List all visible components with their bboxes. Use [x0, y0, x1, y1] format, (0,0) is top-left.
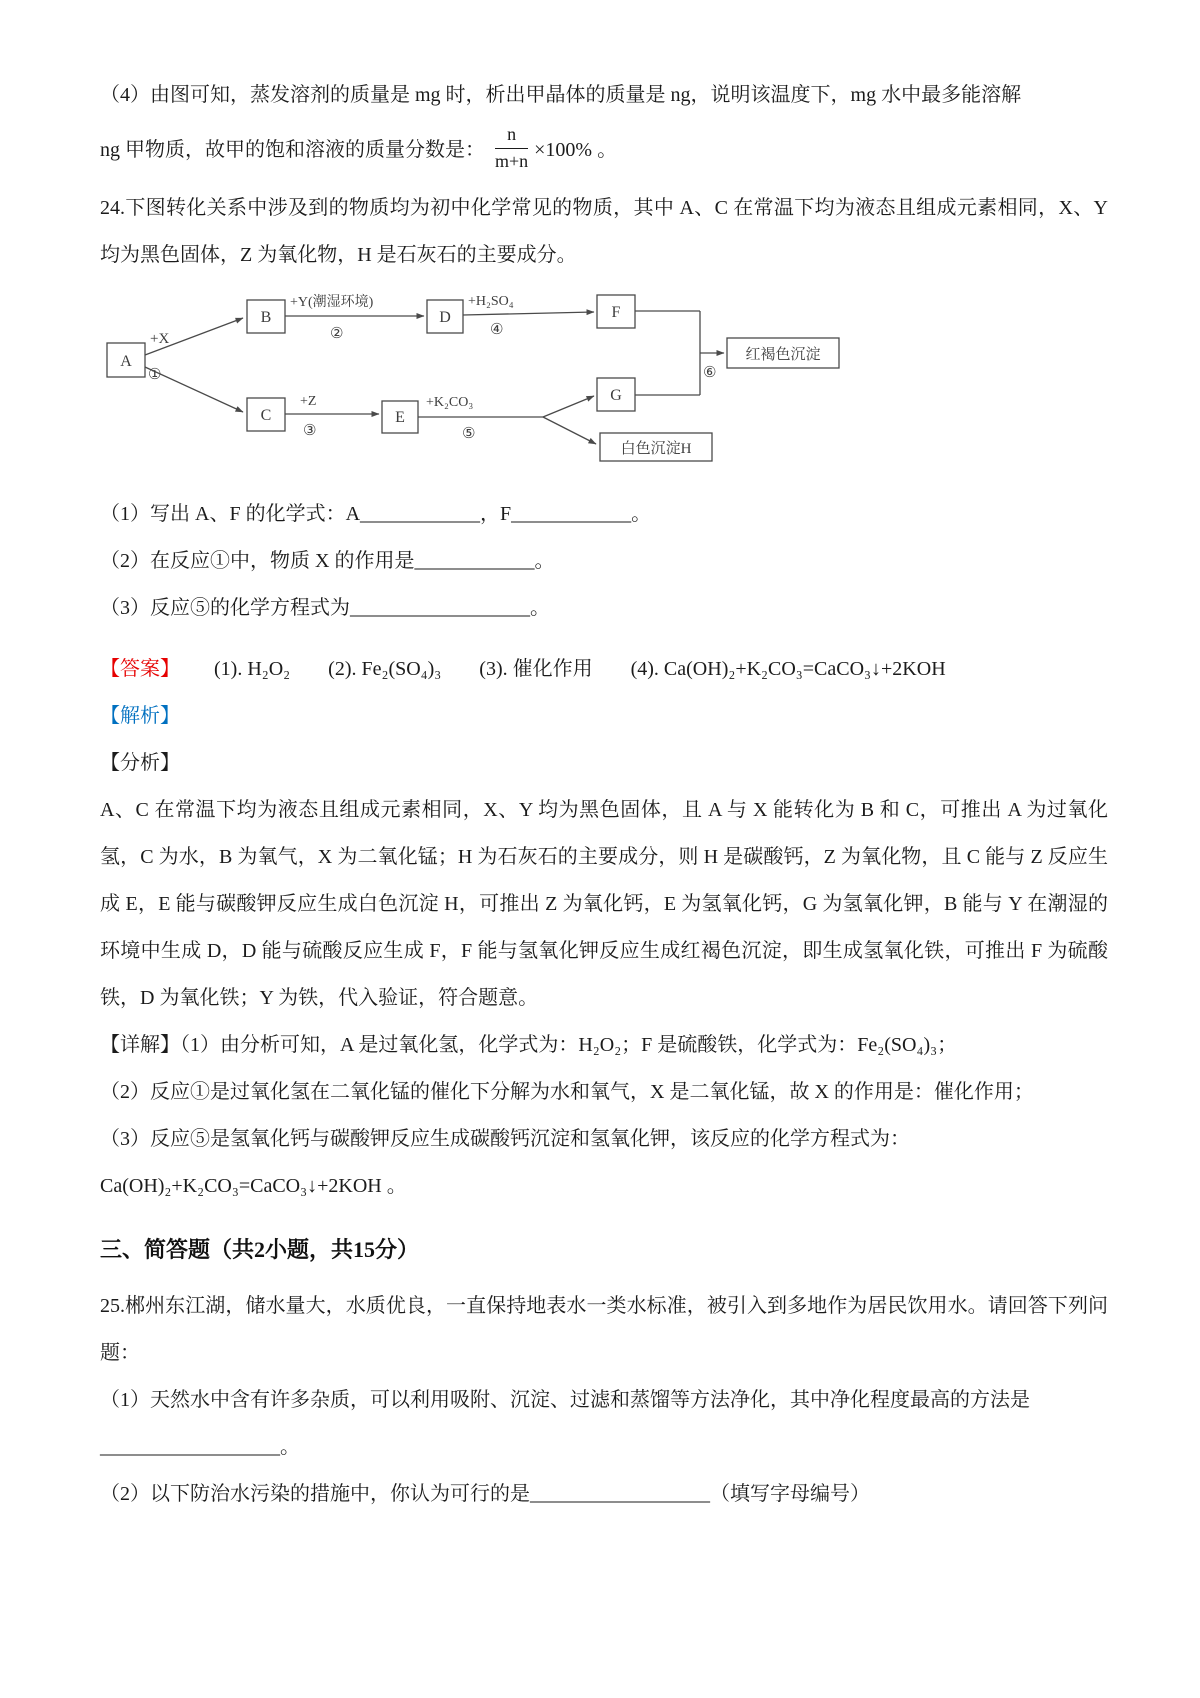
q24-intro: 24.下图转化关系中涉及到的物质均为初中化学常见的物质，其中 A、C 在常温下均为液态且组成元素相同，X、Y 均为黑色固体，Z 为氧化物，H 是石灰石的主要成分。 [100, 197, 1108, 266]
q23-part4-line1: （4）由图可知，蒸发溶剂的质量是 mg 时，析出甲晶体的质量是 ng，说明该温度下，mg 水中最多能溶解 [100, 84, 1022, 106]
node-g [597, 378, 635, 411]
answer-line [100, 646, 1108, 693]
node-b-label: B [260, 309, 272, 326]
label-step3-number: ③ [303, 423, 317, 439]
jiexi-heading [100, 693, 1108, 740]
label-step1-reagent: +X [150, 331, 170, 347]
xiangjie-line-2: （2）反应①是过氧化氢在二氧化锰的催化下分解为水和氧气，X 是二氧化锰，故 X 的作用是：催化作用； [100, 1081, 1034, 1103]
label-step5-reagent: +K₂CO₃ [426, 395, 474, 410]
q24-sub-question-1: （1）写出 A、F 的化学式：A____________，F____________。 [100, 503, 652, 525]
node-c [247, 398, 285, 431]
node-white-precipitate [600, 433, 712, 461]
section-3-heading: 三、简答题（共2小题，共15分） [100, 1237, 420, 1262]
label-step3-reagent: +Z [300, 394, 317, 409]
node-f-label: F [611, 304, 621, 321]
mass-fraction-formula [495, 124, 528, 172]
q24-flow-diagram [100, 285, 1108, 477]
node-d-label: D [439, 309, 451, 326]
q25-sub-question-1: （1）天然水中含有许多杂质，可以利用吸附、沉淀、过滤和蒸馏等方法净化，其中净化程度最高的方法是 [100, 1389, 1030, 1411]
xiangjie-line-1: 【详解】（1）由分析可知，A 是过氧化氢，化学式为：H₂O₂；F 是硫酸铁，化学式为：Fe₂(SO₄)₃； [100, 1034, 958, 1056]
answer-item-3: (3). 催化作用 [479, 658, 593, 680]
edge-d-to-f [463, 312, 594, 315]
q25-sub-question-2: （2）以下防治水污染的措施中，你认为可行的是__________________（填写字母编号） [100, 1483, 870, 1505]
node-white-precipitate-label: 白色沉淀H [620, 441, 692, 457]
q25-sub1-blank: __________________。 [100, 1436, 300, 1458]
answer-item-1: (1). H₂O₂ [214, 658, 291, 680]
q25-intro: 25.郴州东江湖，储水量大，水质优良，一直保持地表水一类水标准，被引入到多地作为居民饮用水。请回答下列问题： [100, 1295, 1108, 1364]
answer-item-2: (2). Fe₂(SO₄)₃ [328, 658, 442, 680]
node-a [107, 343, 145, 377]
label-step6-number: ⑥ [703, 365, 717, 381]
fenxi-heading: 【分析】 [100, 752, 180, 774]
node-red-precipitate-label: 红褐色沉淀 [745, 347, 821, 363]
label-step2-number: ② [330, 326, 344, 342]
node-a-label: A [120, 353, 132, 370]
node-e-label: E [395, 409, 405, 426]
jiexi-label: 【解析】 [100, 705, 180, 727]
xiangjie-equation: Ca(OH)₂+K₂CO₃=CaCO₃↓+2KOH 。 [100, 1175, 407, 1197]
answer-label: 【答案】 [100, 658, 180, 680]
node-c-label: C [260, 407, 272, 424]
node-f [597, 295, 635, 328]
node-red-precipitate [727, 338, 839, 368]
edge-e-to-white-precipitate [543, 417, 596, 444]
node-d [427, 300, 463, 333]
node-e [382, 401, 418, 433]
q23-part4-line2-suffix: ×100% 。 [534, 139, 618, 161]
label-step4-reagent: +H₂SO₄ [468, 294, 514, 309]
fraction-numerator: n [495, 124, 528, 149]
label-step1-number: ① [148, 367, 162, 383]
node-b [247, 300, 285, 333]
fenxi-text: A、C 在常温下均为液态且组成元素相同，X、Y 均为黑色固体，且 A 与 X 能转化为 B 和 C，可推出 A 为过氧化氢，C 为水，B 为氧气，X 为二氧化锰；H 为石灰石的主要成分，则 H 是碳酸钙，Z 为氧化物，且 C 能与 Z 反应生成 E，E 能与碳酸钾反应生成白色沉淀 H，可推出 Z 为氧化钙，E 为氢氧化钙，G 为氢氧化钾，B 能与 Y 在潮湿的环境中生成 D，D 能与硫酸反应生成 F，F 能与氢氧化钾反应生成红褐色沉淀，即生成氢氧化铁，可推出 F 为硫酸铁，D 为氧化铁；Y 为铁，代入验证，符合题意。 [100, 799, 1108, 1009]
edge-e-to-g [543, 396, 594, 417]
node-g-label: G [610, 387, 622, 404]
xiangjie-line-3: （3）反应⑤是氢氧化钙与碳酸钾反应生成碳酸钙沉淀和氢氧化钾，该反应的化学方程式为： [100, 1128, 910, 1150]
q23-part4-line2 [100, 119, 1108, 181]
label-step4-number: ④ [490, 322, 504, 338]
q24-sub-question-2: （2）在反应①中，物质 X 的作用是____________。 [100, 550, 555, 572]
flow-diagram-svg [100, 285, 860, 477]
fraction-denominator: m+n [495, 150, 529, 171]
q23-part4-line2-prefix: ng 甲物质，故甲的饱和溶液的质量分数是： [100, 139, 485, 161]
label-step2-reagent: +Y(潮湿环境) [290, 295, 374, 310]
q24-sub-question-3: （3）反应⑤的化学方程式为__________________。 [100, 597, 550, 619]
label-step5-number: ⑤ [462, 426, 476, 442]
answer-item-4: (4). Ca(OH)₂+K₂CO₃=CaCO₃↓+2KOH [630, 658, 946, 680]
